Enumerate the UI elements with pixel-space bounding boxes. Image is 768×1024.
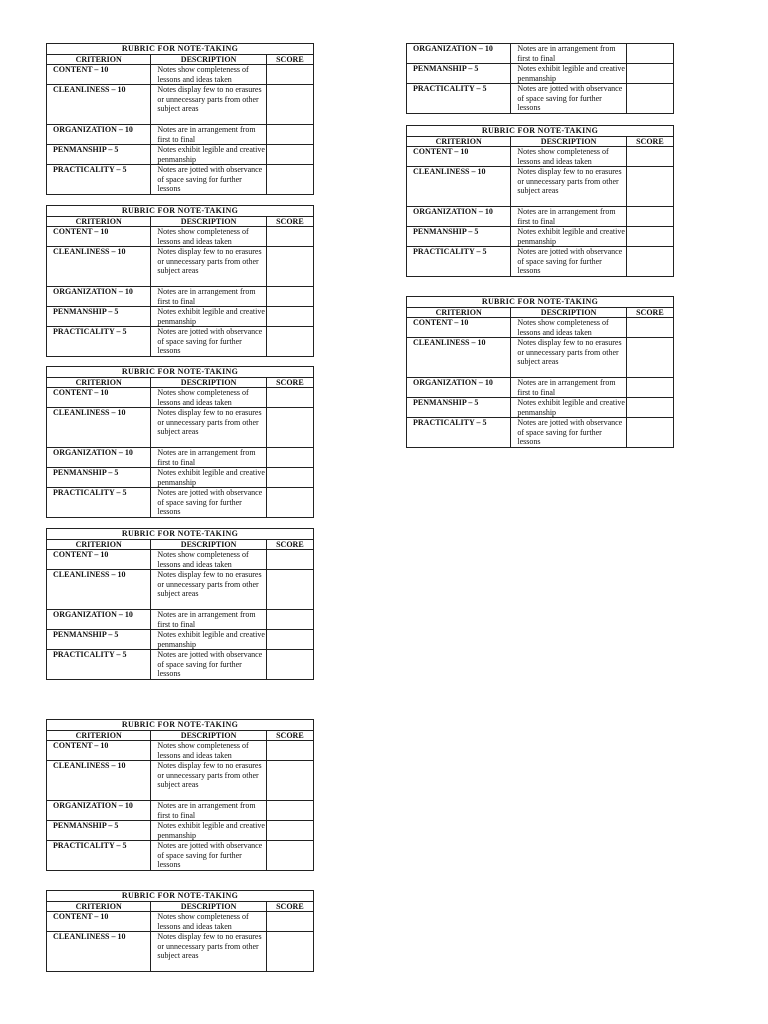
table-row: [407, 398, 674, 418]
criterion-header: CRITERION: [47, 54, 151, 65]
criterion-cell: ORGANIZATION – 10: [47, 287, 151, 307]
description-cell: Notes are jotted with observance of space saving for further lessons: [151, 165, 266, 195]
score-cell[interactable]: [266, 408, 313, 448]
criterion-cell: PENMANSHIP – 5: [47, 630, 151, 650]
table-row: [407, 318, 674, 338]
criterion-cell: PRACTICALITY – 5: [47, 650, 151, 680]
description-cell: Notes are in arrangement from first to final: [511, 378, 626, 398]
rubric-table: [406, 125, 674, 277]
score-cell[interactable]: [266, 650, 313, 680]
score-cell[interactable]: [266, 307, 313, 327]
criterion-cell: CONTENT – 10: [47, 388, 151, 408]
score-cell[interactable]: [626, 207, 673, 227]
score-cell[interactable]: [626, 84, 673, 114]
score-cell[interactable]: [266, 327, 313, 357]
score-cell[interactable]: [266, 610, 313, 630]
score-cell[interactable]: [266, 630, 313, 650]
table-row: [47, 841, 314, 871]
score-header: SCORE: [626, 136, 673, 147]
score-header: SCORE: [266, 730, 313, 741]
criterion-cell: PRACTICALITY – 5: [407, 84, 511, 114]
criterion-header: CRITERION: [47, 539, 151, 550]
score-cell[interactable]: [266, 841, 313, 871]
criterion-cell: CONTENT – 10: [47, 741, 151, 761]
score-cell[interactable]: [266, 85, 313, 125]
score-cell[interactable]: [266, 65, 313, 85]
description-cell: Notes are in arrangement from first to final: [511, 44, 626, 64]
criterion-cell: PRACTICALITY – 5: [47, 841, 151, 871]
table-row: [407, 84, 674, 114]
description-cell: Notes exhibit legible and creative penmanship: [511, 398, 626, 418]
score-cell[interactable]: [626, 318, 673, 338]
criterion-cell: CLEANLINESS – 10: [407, 338, 511, 378]
description-cell: Notes exhibit legible and creative penmanship: [511, 64, 626, 84]
description-cell: Notes show completeness of lessons and ideas taken: [151, 741, 266, 761]
criterion-header: CRITERION: [47, 901, 151, 912]
description-cell: Notes display few to no erasures or unnecessary parts from other subject areas: [151, 247, 266, 287]
criterion-cell: ORGANIZATION – 10: [47, 801, 151, 821]
criterion-cell: PRACTICALITY – 5: [47, 327, 151, 357]
table-row: [407, 418, 674, 448]
criterion-cell: PENMANSHIP – 5: [47, 468, 151, 488]
table-row: [47, 165, 314, 195]
description-cell: Notes show completeness of lessons and ideas taken: [511, 318, 626, 338]
score-cell[interactable]: [626, 44, 673, 64]
criterion-cell: PENMANSHIP – 5: [47, 821, 151, 841]
description-cell: Notes exhibit legible and creative penmanship: [151, 630, 266, 650]
rubric-title: RUBRIC FOR NOTE-TAKING: [47, 529, 314, 540]
description-cell: Notes show completeness of lessons and ideas taken: [151, 550, 266, 570]
score-cell[interactable]: [266, 125, 313, 145]
criterion-cell: CONTENT – 10: [47, 65, 151, 85]
score-cell[interactable]: [626, 147, 673, 167]
table-row: [47, 570, 314, 610]
rubric-table: [46, 43, 314, 195]
criterion-cell: PENMANSHIP – 5: [47, 307, 151, 327]
criterion-cell: ORGANIZATION – 10: [47, 125, 151, 145]
criterion-header: CRITERION: [47, 216, 151, 227]
table-row: [47, 741, 314, 761]
score-cell[interactable]: [626, 418, 673, 448]
table-row: [47, 468, 314, 488]
rubric-table: [46, 205, 314, 357]
table-row: [47, 388, 314, 408]
description-cell: Notes are jotted with observance of space saving for further lessons: [511, 418, 626, 448]
criterion-cell: ORGANIZATION – 10: [47, 448, 151, 468]
description-cell: Notes exhibit legible and creative penmanship: [151, 145, 266, 165]
rubric-table: [46, 719, 314, 871]
criterion-cell: PENMANSHIP – 5: [407, 227, 511, 247]
table-row: [47, 650, 314, 680]
table-row: [407, 338, 674, 378]
score-cell[interactable]: [266, 801, 313, 821]
description-cell: Notes are jotted with observance of space saving for further lessons: [511, 247, 626, 277]
score-cell[interactable]: [266, 468, 313, 488]
score-cell[interactable]: [626, 378, 673, 398]
score-header: SCORE: [266, 216, 313, 227]
description-cell: Notes are jotted with observance of space saving for further lessons: [151, 488, 266, 518]
criterion-cell: CLEANLINESS – 10: [47, 247, 151, 287]
score-cell[interactable]: [266, 912, 313, 932]
score-cell[interactable]: [266, 741, 313, 761]
rubric-title: RUBRIC FOR NOTE-TAKING: [47, 367, 314, 378]
table-row: [47, 761, 314, 801]
criterion-cell: PENMANSHIP – 5: [407, 398, 511, 418]
rubric-table: [46, 366, 314, 518]
criterion-cell: CLEANLINESS – 10: [47, 85, 151, 125]
criterion-cell: CONTENT – 10: [47, 550, 151, 570]
table-row: [47, 550, 314, 570]
description-cell: Notes display few to no erasures or unnecessary parts from other subject areas: [151, 85, 266, 125]
description-cell: Notes exhibit legible and creative penmanship: [151, 468, 266, 488]
score-cell[interactable]: [626, 338, 673, 378]
table-row: [47, 125, 314, 145]
table-row: [47, 932, 314, 972]
table-row: [47, 227, 314, 247]
rubric-table: [46, 528, 314, 680]
score-header: SCORE: [266, 54, 313, 65]
table-row: [407, 147, 674, 167]
table-row: [47, 287, 314, 307]
criterion-cell: PRACTICALITY – 5: [47, 165, 151, 195]
description-header: DESCRIPTION: [151, 901, 266, 912]
table-row: [47, 145, 314, 165]
score-cell[interactable]: [266, 227, 313, 247]
description-cell: Notes display few to no erasures or unnecessary parts from other subject areas: [511, 338, 626, 378]
criterion-cell: ORGANIZATION – 10: [407, 378, 511, 398]
score-cell[interactable]: [266, 550, 313, 570]
description-cell: Notes are jotted with observance of space saving for further lessons: [511, 84, 626, 114]
table-row: [407, 167, 674, 207]
table-row: [47, 488, 314, 518]
table-row: [47, 821, 314, 841]
criterion-cell: CLEANLINESS – 10: [47, 932, 151, 972]
rubric-table: [46, 890, 314, 972]
table-row: [47, 85, 314, 125]
criterion-cell: CLEANLINESS – 10: [407, 167, 511, 207]
criterion-cell: CONTENT – 10: [407, 318, 511, 338]
score-cell[interactable]: [266, 287, 313, 307]
table-row: [47, 630, 314, 650]
rubric-table: [406, 43, 674, 114]
table-row: [407, 227, 674, 247]
criterion-cell: CONTENT – 10: [47, 912, 151, 932]
score-cell[interactable]: [266, 488, 313, 518]
criterion-cell: ORGANIZATION – 10: [407, 207, 511, 227]
description-cell: Notes display few to no erasures or unnecessary parts from other subject areas: [151, 408, 266, 448]
table-row: [407, 247, 674, 277]
score-cell[interactable]: [266, 165, 313, 195]
score-cell[interactable]: [626, 167, 673, 207]
criterion-cell: ORGANIZATION – 10: [47, 610, 151, 630]
description-cell: Notes show completeness of lessons and ideas taken: [151, 912, 266, 932]
score-cell[interactable]: [266, 247, 313, 287]
table-row: [47, 912, 314, 932]
criterion-cell: CLEANLINESS – 10: [47, 408, 151, 448]
criterion-cell: CONTENT – 10: [407, 147, 511, 167]
description-cell: Notes are in arrangement from first to final: [151, 448, 266, 468]
criterion-header: CRITERION: [47, 377, 151, 388]
table-row: [47, 408, 314, 448]
score-header: SCORE: [626, 307, 673, 318]
table-row: [407, 207, 674, 227]
description-cell: Notes are in arrangement from first to final: [151, 610, 266, 630]
table-row: [47, 65, 314, 85]
score-header: SCORE: [266, 377, 313, 388]
table-row: [47, 801, 314, 821]
description-cell: Notes display few to no erasures or unnecessary parts from other subject areas: [151, 761, 266, 801]
criterion-cell: PENMANSHIP – 5: [407, 64, 511, 84]
rubric-table: [406, 296, 674, 448]
description-cell: Notes display few to no erasures or unnecessary parts from other subject areas: [151, 932, 266, 972]
description-cell: Notes are in arrangement from first to final: [151, 125, 266, 145]
criterion-cell: ORGANIZATION – 10: [407, 44, 511, 64]
rubric-title: RUBRIC FOR NOTE-TAKING: [47, 44, 314, 55]
table-row: [407, 64, 674, 84]
description-cell: Notes exhibit legible and creative penmanship: [511, 227, 626, 247]
score-header: SCORE: [266, 901, 313, 912]
description-cell: Notes show completeness of lessons and ideas taken: [151, 388, 266, 408]
description-header: DESCRIPTION: [151, 54, 266, 65]
description-header: DESCRIPTION: [151, 539, 266, 550]
table-row: [47, 327, 314, 357]
description-cell: Notes show completeness of lessons and ideas taken: [151, 227, 266, 247]
description-cell: Notes show completeness of lessons and ideas taken: [151, 65, 266, 85]
score-cell[interactable]: [626, 247, 673, 277]
criterion-header: CRITERION: [407, 136, 511, 147]
score-cell[interactable]: [266, 821, 313, 841]
rubric-title: RUBRIC FOR NOTE-TAKING: [407, 126, 674, 137]
table-row: [407, 378, 674, 398]
description-cell: Notes show completeness of lessons and ideas taken: [511, 147, 626, 167]
score-header: SCORE: [266, 539, 313, 550]
description-cell: Notes display few to no erasures or unnecessary parts from other subject areas: [151, 570, 266, 610]
score-cell[interactable]: [266, 448, 313, 468]
score-cell[interactable]: [626, 398, 673, 418]
description-cell: Notes are in arrangement from first to final: [511, 207, 626, 227]
score-cell[interactable]: [266, 145, 313, 165]
table-row: [47, 448, 314, 468]
score-cell[interactable]: [266, 761, 313, 801]
score-cell[interactable]: [266, 570, 313, 610]
description-cell: Notes exhibit legible and creative penmanship: [151, 307, 266, 327]
table-row: [407, 44, 674, 64]
description-cell: Notes are in arrangement from first to final: [151, 801, 266, 821]
criterion-header: CRITERION: [47, 730, 151, 741]
criterion-cell: CONTENT – 10: [47, 227, 151, 247]
criterion-cell: CLEANLINESS – 10: [47, 761, 151, 801]
score-cell[interactable]: [626, 227, 673, 247]
description-cell: Notes display few to no erasures or unnecessary parts from other subject areas: [511, 167, 626, 207]
description-header: DESCRIPTION: [151, 730, 266, 741]
score-cell[interactable]: [266, 932, 313, 972]
description-cell: Notes exhibit legible and creative penmanship: [151, 821, 266, 841]
table-row: [47, 610, 314, 630]
rubric-title: RUBRIC FOR NOTE-TAKING: [47, 720, 314, 731]
criterion-cell: PENMANSHIP – 5: [47, 145, 151, 165]
description-header: DESCRIPTION: [151, 377, 266, 388]
description-header: DESCRIPTION: [511, 307, 626, 318]
criterion-cell: PRACTICALITY – 5: [407, 247, 511, 277]
rubric-title: RUBRIC FOR NOTE-TAKING: [407, 297, 674, 308]
criterion-header: CRITERION: [407, 307, 511, 318]
rubric-title: RUBRIC FOR NOTE-TAKING: [47, 891, 314, 902]
criterion-cell: CLEANLINESS – 10: [47, 570, 151, 610]
description-cell: Notes are jotted with observance of space saving for further lessons: [151, 327, 266, 357]
table-row: [47, 307, 314, 327]
description-header: DESCRIPTION: [511, 136, 626, 147]
criterion-cell: PRACTICALITY – 5: [407, 418, 511, 448]
score-cell[interactable]: [626, 64, 673, 84]
description-cell: Notes are in arrangement from first to final: [151, 287, 266, 307]
score-cell[interactable]: [266, 388, 313, 408]
criterion-cell: PRACTICALITY – 5: [47, 488, 151, 518]
description-cell: Notes are jotted with observance of space saving for further lessons: [151, 650, 266, 680]
description-cell: Notes are jotted with observance of space saving for further lessons: [151, 841, 266, 871]
description-header: DESCRIPTION: [151, 216, 266, 227]
table-row: [47, 247, 314, 287]
rubric-title: RUBRIC FOR NOTE-TAKING: [47, 206, 314, 217]
